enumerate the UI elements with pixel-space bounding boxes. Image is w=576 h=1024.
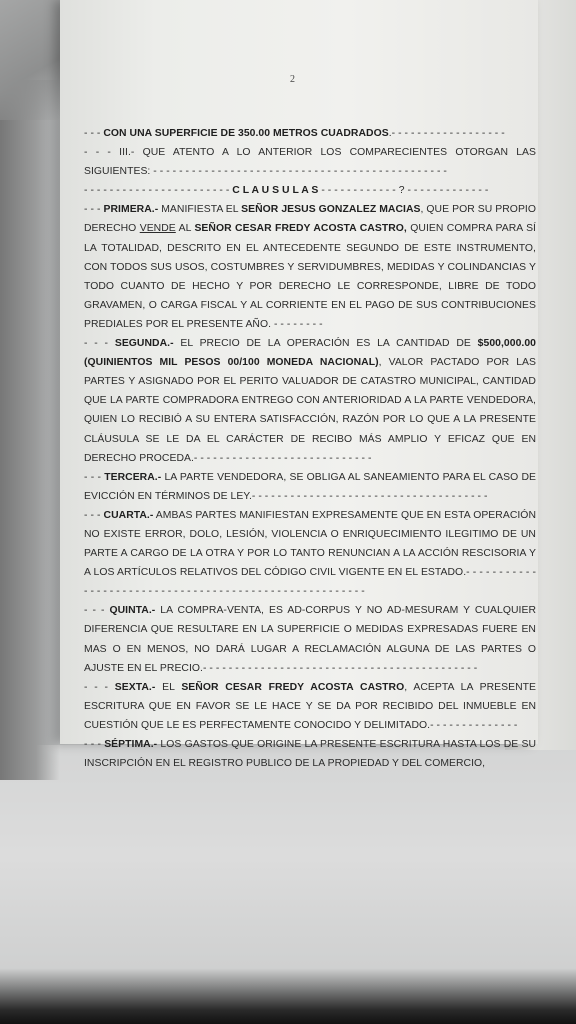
paragraph-text: , ACEPTA LA PRESENTE ESCRITURA QUE EN FAVOR SE LE HACE Y SE DA POR RECIBIDO DEL INMUEBLE EN CUESTIÓN QUE LE ES PERFECTAMENTE CONOCIDO Y DELIMITADO.- - - - - - - - - - - - - -	[84, 681, 537, 731]
seller-name: SEÑOR JESUS GONZALEZ MACIAS	[241, 204, 421, 216]
dash-trail: - - - - - - - - - - - - ? - - - - - - - - - - - - -	[318, 185, 489, 197]
paragraph-text: EL	[155, 681, 182, 693]
buyer-name: SEÑOR CESAR FREDY ACOSTA CASTRO,	[194, 223, 407, 235]
paragraph-text: EL PRECIO DE LA OPERACIÓN ES LA CANTIDAD DE	[173, 338, 478, 350]
clause-primera	[84, 200, 536, 334]
dash-lead: - - -	[84, 204, 104, 216]
dash-lead: - - -	[84, 338, 115, 350]
paragraph-text: AL	[175, 223, 195, 235]
buyer-name: SEÑOR CESAR FREDY ACOSTA CASTRO	[181, 681, 405, 693]
clause-title: TERCERA.-	[104, 471, 162, 483]
paragraph-text: , VALOR PACTADO POR LAS PARTES Y ASIGNADO POR EL PERITO VALUADOR DE CATASTRO MUNICIPAL, CANTIDAD QUE LA PARTE COMPRADORA ENTREGO CON ANTERIORIDAD A LA PARTE VENDEDORA, QUIEN LO RECIBIÓ A SU ENTERA SATISFACCIÓN, RAZÓN POR LO QUE A LA PRESENTE CLÁUSULA SE LE DA EL CARÁCTER DE RECIBO MÁS AMPLIO Y EFICAZ QUE EN DERECHO PROCEDA.- - - - - - - - - - - - - - - - - - - - - - - - - - - -	[84, 357, 536, 464]
dash-lead: - - -	[84, 128, 104, 139]
dash-lead: - - -	[84, 471, 105, 483]
dash-lead: - - -	[84, 681, 115, 693]
dash-lead: - - -	[84, 509, 104, 521]
paragraph-text: III.- QUE ATENTO A LO ANTERIOR LOS COMPARECIENTES OTORGAN LAS SIGUIENTES: - - - - - - - - - - - - - - - - - - - - - - - - - - - - - - - - - - - - - - - - - - - - - -	[84, 147, 537, 178]
clause-tercera	[84, 468, 536, 506]
price-amount: $500,000.00 (QUINIENTOS MIL PESOS 00/100 MONEDA NACIONAL)	[84, 338, 537, 369]
dash-lead: - - -	[84, 605, 110, 617]
paragraph-text: .- - - - - - - - - - - - - - - - - -	[388, 128, 505, 139]
clause-cuarta	[84, 506, 536, 601]
clause-title: CUARTA.-	[103, 509, 154, 521]
clause-sexta	[84, 678, 536, 735]
clause-title: SEXTA.-	[114, 681, 156, 693]
clause-title: PRIMERA.-	[103, 204, 159, 216]
paragraph-text: LA PARTE VENDEDORA, SE OBLIGA AL SANEAMIENTO PARA EL CASO DE EVICCIÓN EN TÉRMINOS DE LEY.- - - - - - - - - - - - - - - - - - - - - - - - - - - - - - - - - - - - -	[84, 471, 537, 502]
paragraph-text: LOS GASTOS QUE ORIGINE LA PRESENTE ESCRITURA HASTA LOS DE SU INSCRIPCIÓN EN EL REGISTRO PUBLICO DE LA PROPIEDAD Y DEL COMERCIO,	[84, 739, 536, 770]
paragraph-superficie	[84, 124, 536, 143]
clause-title: QUINTA.-	[109, 605, 156, 617]
section-title: C L A U S U L A S	[232, 185, 319, 197]
folded-corner	[0, 0, 60, 120]
clause-quinta	[84, 601, 536, 677]
clause-septima	[84, 735, 536, 773]
paragraph-text: AMBAS PARTES MANIFIESTAN EXPRESAMENTE QUE EN ESTA OPERACIÓN NO EXISTE ERROR, DOLO, LESIÓN, VIOLENCIA O ENRIQUECIMIENTO ILEGITIMO DE UN PARTE A CARGO DE LA OTRA Y POR LO TANTO RENUNCIAN A LA ACCIÓN RESCISORIA Y A LOS ARTÍCULOS RELATIVOS DEL CÓDIGO CIVIL VIGENTE EN EL ESTADO.- - - - - - - - - - - - - - - - - - - - - - - - - - - - - - - - - - - - - - - - - - - - - - - - - - - - - - -	[84, 509, 536, 598]
page-number: 2	[290, 74, 295, 85]
clause-title: SEGUNDA.-	[114, 338, 174, 350]
page-shadow	[0, 80, 60, 780]
underlined-term: VENDE	[139, 223, 176, 235]
paragraph-text: , QUE POR SU PROPIO DERECHO	[84, 204, 536, 235]
table-surface	[0, 745, 576, 1024]
paragraph-text: LA COMPRA-VENTA, ES AD-CORPUS Y NO AD-MESURAM Y CUALQUIER DIFERENCIA QUE RESULTARE EN LA SUPERFICIE O MEDIDAS EXPRESADAS FUERE EN MAS O EN MENOS, NO DARÁ LUGAR A RECLAMACIÓN ALGUNA DE LAS PARTES O AJUSTE EN EL PRECIO.- - - - - - - - - - - - - - - - - - - - - - - - - - - - - - - - - - - - - - - - - - -	[84, 605, 536, 674]
surface-statement: CON UNA SUPERFICIE DE 350.00 METROS CUADRADOS	[103, 128, 389, 139]
dash-lead: - - -	[84, 147, 111, 159]
dash-lead: - - - - - - - - - - - - - - - - - - - - - - -	[84, 185, 233, 197]
paragraph-text: QUIEN COMPRA PARA SÍ LA TOTALIDAD, DESCRITO EN EL ANTECEDENTE SEGUNDO DE ESTE INSTRUMENTO, CON TODOS SUS USOS, COSTUMBRES Y SERVIDUMBRES, MEDIDAS Y COLINDANCIAS Y TODO CUANTO DE HECHO Y POR DERECHO LE CORRESPONDE, LIBRE DE TODO GRAVAMEN, O CARGA FISCAL Y AL CORRIENTE EN EL PAGO DE SUS CONTRIBUCIONES PREDIALES POR EL PRESENTE AÑO. - - - - - - - -	[84, 223, 536, 330]
paragraph-iii	[84, 143, 536, 181]
clause-segunda	[84, 334, 536, 468]
dash-lead: - - -	[84, 739, 105, 750]
clausulas-heading	[84, 181, 536, 200]
paragraph-text: MANIFIESTA EL	[158, 204, 242, 216]
document-body	[84, 124, 536, 773]
clause-title: SÉPTIMA.-	[104, 739, 158, 750]
